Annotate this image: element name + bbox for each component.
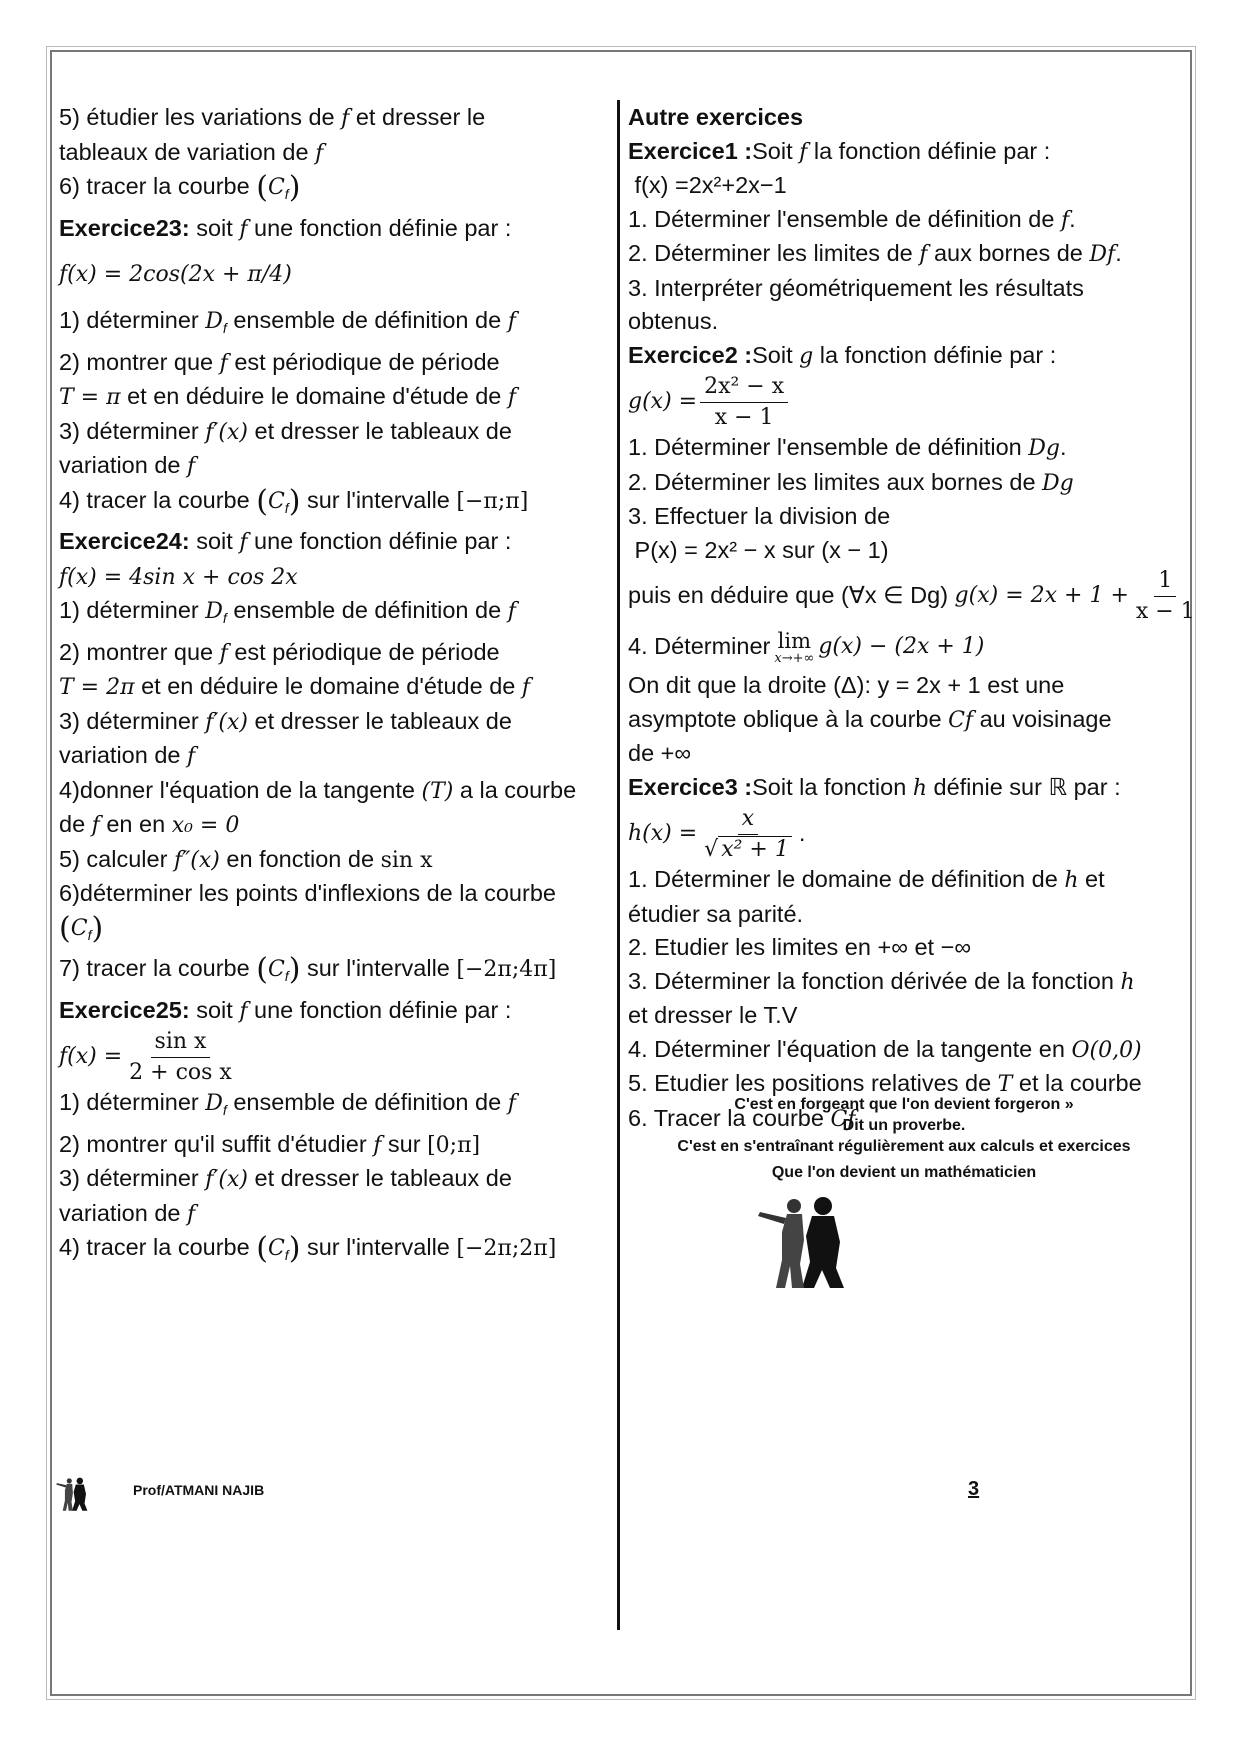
text-line: T = π et en déduire le domaine d'étude de f (59, 383, 517, 410)
right-column (628, 101, 1195, 1136)
text-line: variation de f (59, 452, 196, 479)
text-line: variation de f (59, 1199, 196, 1227)
page-number: 3 (968, 1478, 980, 1500)
exercise-2-heading: Exercice2 :Soit g la fonction définie par : (628, 341, 1057, 369)
author-name: Prof/ATMANI NAJIB (133, 1482, 265, 1498)
father-child-logo-icon (54, 1474, 94, 1514)
text-line: 2) montrer que f est périodique de période (59, 348, 500, 376)
exercise-24-heading: Exercice24: soit f une fonction définie par : (59, 528, 512, 555)
text-line: puis en déduire que (∀x ∈ Dg) g(x) = 2x + 1 + $\frac{1}{x - 1}$ (628, 567, 1183, 625)
fraction: $\frac{x}{\text{√ x² + 1}}$ (700, 804, 796, 865)
exercise-24-formula: f(x) = 4sin x + cos 2x (59, 564, 298, 590)
father-child-logo-icon (752, 1192, 862, 1292)
text-line: 3. Déterminer la fonction dérivée de la fonction h (628, 967, 1135, 995)
text-line: obtenus. (628, 308, 719, 334)
text-line: 6)déterminer les points d'inflexions de la courbe (59, 880, 556, 906)
quote-line: C'est en forgeant que l'on devient forgeron » (734, 1096, 1074, 1113)
exercise-25-heading: Exercice25: soit f une fonction définie par : (59, 996, 512, 1024)
left-column (59, 101, 619, 1273)
text-line: de +∞ (628, 740, 692, 766)
text-line: asymptote oblique à la courbe Cf au voisinage (628, 705, 1112, 733)
text-line: 5) étudier les variations de f et dresser le (59, 104, 486, 131)
text-line: 3) déterminer f′(x) et dresser le tableaux de (59, 417, 512, 445)
text-line: 4) tracer la courbe $(C_f)$ sur l'intervalle [−2π;2π] (59, 1231, 557, 1266)
proverb-quote (630, 1095, 1178, 1184)
text-line: variation de f (59, 742, 196, 769)
text-line: 5) calculer f″(x) en fonction de sin x (59, 845, 433, 873)
fraction: $\frac{\text{2x² − x}}{x - 1}$ (700, 372, 788, 433)
text-line: 4. Déterminer l'équation de la tangente en O(0,0) (628, 1035, 1142, 1063)
exercise-1-heading: Exercice1 :Soit f la fonction définie par : (628, 137, 1051, 165)
section-title: Autre exercices (628, 104, 804, 130)
exercise-2-formula: g(x) = $\frac{\text{2x² − x}}{x - 1}$ (628, 373, 1183, 431)
exercise-3-formula: h(x) = $\frac{x}{\text{√ x² + 1}}$ . (628, 805, 1183, 863)
text-line: P(x) = 2x² − x sur (x − 1) (634, 536, 889, 563)
text-line: 1. Déterminer le domaine de définition de h et (628, 866, 1105, 893)
text-line: tableaux de variation de f (59, 138, 324, 166)
quote-line: Dit un proverbe. (842, 1117, 966, 1134)
text-line: 3) déterminer f′(x) et dresser le tableaux de (59, 1165, 512, 1192)
text-line: 1. Déterminer l'ensemble de définition Dg. (628, 434, 1067, 461)
text-line: T = 2π et en déduire le domaine d'étude de f (59, 673, 531, 700)
text-line: 3. Effectuer la division de (628, 503, 891, 529)
exercise-25-formula: f(x) = $\frac{\text{sin x}}{\text{2 + cos x}}$ (59, 1028, 619, 1086)
text-line: étudier sa parité. (628, 900, 804, 927)
text-line: 2) montrer que f est périodique de période (59, 638, 500, 666)
exercise-23-heading: Exercice23: soit f une fonction définie par : (59, 214, 512, 242)
text-line: On dit que la droite (Δ): y = 2x + 1 est une (628, 672, 1065, 698)
text-line: 2) montrer qu'il suffit d'étudier f sur [0;π] (59, 1130, 481, 1158)
text-line: 4. Déterminer lim x→+∞ g(x) − (2x + 1) (628, 628, 985, 666)
quote-line: Que l'on devient un mathématicien (771, 1164, 1037, 1181)
text-line: de f en en x₀ = 0 (59, 811, 240, 838)
exercise-3-heading: Exercice3 :Soit la fonction h définie sur ℝ par : (628, 773, 1121, 801)
fraction: $\frac{\text{sin x}}{\text{2 + cos x}}$ (129, 1028, 232, 1085)
text-line: 4) tracer la courbe $(C_f)$ sur l'intervalle [−π;π] (59, 483, 529, 519)
text-line: 1) déterminer $D_f$ ensemble de définition de f (59, 597, 516, 626)
exercise-23-formula: f(x) = 2cos(2x + π/4) (59, 262, 292, 288)
text-line: 6) tracer la courbe $(C_f)$ (59, 170, 301, 205)
quote-line: C'est en s'entraînant régulièrement aux calculs et exercices (677, 1138, 1131, 1155)
text-line: 1) déterminer $D_f$ ensemble de définition de f (59, 307, 516, 336)
text-line: 5. Etudier les positions relatives de T et la courbe (628, 1070, 1142, 1097)
text-line: 3. Interpréter géométriquement les résultats (628, 274, 1084, 301)
exercise-1-formula: f(x) =2x²+2x−1 (634, 172, 787, 198)
limit: lim x→+∞ (774, 628, 815, 666)
text-line: 7) tracer la courbe $(C_f)$ sur l'intervalle [−2π;4π] (59, 952, 557, 987)
text-line: 4)donner l'équation de la tangente (T) a la courbe (59, 776, 577, 804)
text-line: 1) déterminer $D_f$ ensemble de définition de f (59, 1089, 516, 1118)
text-line: 6. Tracer la courbe Cf (628, 1104, 856, 1132)
text-line: et dresser le T.V (628, 1002, 798, 1028)
text-line: $(C_f)$ (59, 910, 104, 946)
text-line: 1. Déterminer l'ensemble de définition de f. (628, 205, 1076, 233)
fraction: $\frac{1}{x - 1}$ (1135, 567, 1195, 624)
text-line: 3) déterminer f′(x) et dresser le tableaux de (59, 707, 512, 735)
text-line: 2. Etudier les limites en +∞ et −∞ (628, 934, 972, 960)
text-line: 2. Déterminer les limites de f aux bornes de Df. (628, 240, 1122, 267)
text-line: 2. Déterminer les limites aux bornes de Dg (628, 468, 1074, 496)
